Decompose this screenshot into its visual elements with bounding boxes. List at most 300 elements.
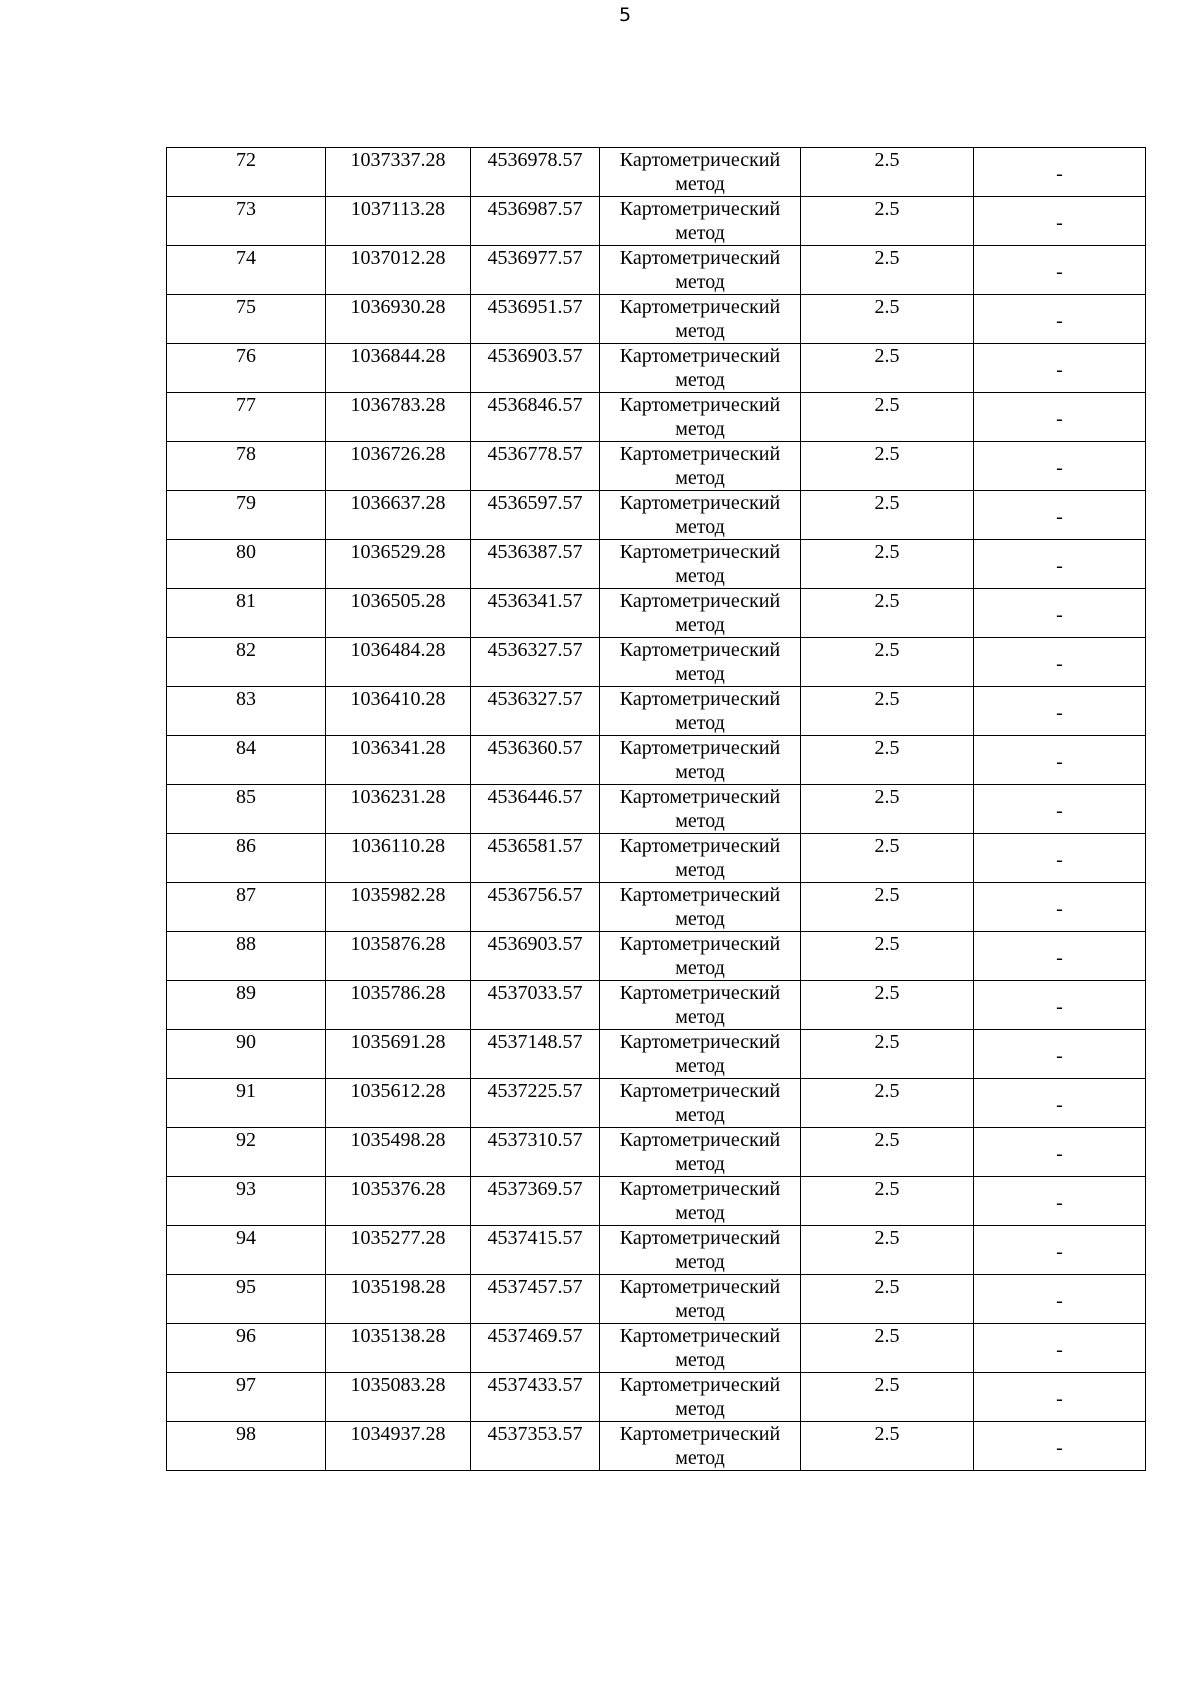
x-coordinate: 1036930.28: [350, 296, 446, 318]
y-coordinate-cell: [471, 491, 600, 540]
point-number-cell: [167, 246, 326, 295]
table-row: [167, 148, 1146, 197]
accuracy-value: 2.5: [874, 198, 900, 220]
point-number: 90: [236, 1031, 256, 1053]
description-value: -: [1056, 702, 1063, 724]
method-line1: Картометрический: [619, 1080, 781, 1102]
description-value: -: [1056, 849, 1063, 871]
description-cell: [974, 736, 1146, 785]
accuracy-value: 2.5: [874, 345, 900, 367]
method-line2: метод: [675, 712, 725, 734]
x-coordinate-cell: [326, 638, 471, 687]
y-coordinate-cell: [471, 148, 600, 197]
x-coordinate-cell: [326, 1079, 471, 1128]
accuracy-value: 2.5: [874, 786, 900, 808]
description-value: -: [1056, 1388, 1063, 1410]
accuracy-cell: [801, 540, 974, 589]
method-line1: Картометрический: [619, 1276, 781, 1298]
method-line1: Картометрический: [619, 688, 781, 710]
table-row: [167, 1177, 1146, 1226]
point-number-cell: [167, 687, 326, 736]
accuracy-value: 2.5: [874, 1423, 900, 1445]
x-coordinate: 1034937.28: [350, 1423, 446, 1445]
table-row: [167, 785, 1146, 834]
y-coordinate-cell: [471, 1030, 600, 1079]
accuracy-cell: [801, 246, 974, 295]
description-value: -: [1056, 261, 1063, 283]
point-number: 76: [236, 345, 256, 367]
method-line2: метод: [675, 810, 725, 832]
point-number: 79: [236, 492, 256, 514]
point-number: 84: [236, 737, 256, 759]
point-number: 74: [236, 247, 256, 269]
method-line2: метод: [675, 418, 725, 440]
description-cell: [974, 148, 1146, 197]
point-number: 91: [236, 1080, 256, 1102]
y-coordinate: 4536846.57: [487, 394, 583, 416]
table-row: [167, 442, 1146, 491]
x-coordinate-cell: [326, 295, 471, 344]
accuracy-value: 2.5: [874, 933, 900, 955]
method-line2: метод: [675, 614, 725, 636]
point-number: 80: [236, 541, 256, 563]
table-row: [167, 1030, 1146, 1079]
method-line2: метод: [675, 1398, 725, 1420]
method-cell: [600, 393, 801, 442]
method-cell: [600, 736, 801, 785]
point-number: 95: [236, 1276, 256, 1298]
accuracy-cell: [801, 148, 974, 197]
accuracy-value: 2.5: [874, 1031, 900, 1053]
point-number-cell: [167, 197, 326, 246]
y-coordinate-cell: [471, 1226, 600, 1275]
method-line2: метод: [675, 1251, 725, 1273]
description-cell: [974, 1226, 1146, 1275]
accuracy-cell: [801, 1177, 974, 1226]
y-coordinate: 4536581.57: [487, 835, 583, 857]
accuracy-value: 2.5: [874, 835, 900, 857]
page-number: 5: [618, 4, 632, 26]
method-line1: Картометрический: [619, 737, 781, 759]
x-coordinate: 1035083.28: [350, 1374, 446, 1396]
point-number: 94: [236, 1227, 256, 1249]
y-coordinate-cell: [471, 1324, 600, 1373]
x-coordinate: 1035277.28: [350, 1227, 446, 1249]
table-row: [167, 246, 1146, 295]
point-number: 85: [236, 786, 256, 808]
description-value: -: [1056, 1339, 1063, 1361]
point-number-cell: [167, 1079, 326, 1128]
table-row: [167, 736, 1146, 785]
point-number: 78: [236, 443, 256, 465]
point-number-cell: [167, 1422, 326, 1471]
method-line2: метод: [675, 467, 725, 489]
method-line1: Картометрический: [619, 345, 781, 367]
table-row: [167, 1275, 1146, 1324]
x-coordinate: 1036637.28: [350, 492, 446, 514]
y-coordinate-cell: [471, 687, 600, 736]
point-number-cell: [167, 785, 326, 834]
method-line2: метод: [675, 1300, 725, 1322]
y-coordinate: 4536597.57: [487, 492, 583, 514]
point-number-cell: [167, 1177, 326, 1226]
description-value: -: [1056, 506, 1063, 528]
method-line1: Картометрический: [619, 149, 781, 171]
point-number: 81: [236, 590, 256, 612]
x-coordinate: 1036341.28: [350, 737, 446, 759]
method-line1: Картометрический: [619, 786, 781, 808]
point-number-cell: [167, 736, 326, 785]
method-cell: [600, 1324, 801, 1373]
method-line2: метод: [675, 320, 725, 342]
table-row: [167, 197, 1146, 246]
accuracy-cell: [801, 1324, 974, 1373]
table-row: [167, 393, 1146, 442]
description-cell: [974, 1030, 1146, 1079]
x-coordinate: 1036726.28: [350, 443, 446, 465]
accuracy-cell: [801, 197, 974, 246]
method-line1: Картометрический: [619, 541, 781, 563]
accuracy-cell: [801, 295, 974, 344]
method-line2: метод: [675, 222, 725, 244]
accuracy-cell: [801, 442, 974, 491]
description-cell: [974, 687, 1146, 736]
point-number: 87: [236, 884, 256, 906]
point-number: 86: [236, 835, 256, 857]
description-cell: [974, 638, 1146, 687]
point-number-cell: [167, 295, 326, 344]
y-coordinate-cell: [471, 344, 600, 393]
y-coordinate-cell: [471, 883, 600, 932]
table-row: [167, 491, 1146, 540]
x-coordinate: 1036110.28: [350, 835, 446, 857]
y-coordinate-cell: [471, 1373, 600, 1422]
table-row: [167, 344, 1146, 393]
method-line1: Картометрический: [619, 1423, 781, 1445]
method-cell: [600, 246, 801, 295]
point-number-cell: [167, 1226, 326, 1275]
method-cell: [600, 638, 801, 687]
point-number: 92: [236, 1129, 256, 1151]
point-number: 77: [236, 394, 256, 416]
x-coordinate-cell: [326, 932, 471, 981]
accuracy-value: 2.5: [874, 1178, 900, 1200]
description-cell: [974, 344, 1146, 393]
method-line2: метод: [675, 369, 725, 391]
coordinates-table: [166, 147, 1146, 1471]
point-number-cell: [167, 491, 326, 540]
description-value: -: [1056, 1094, 1063, 1116]
table-row: [167, 1373, 1146, 1422]
accuracy-value: 2.5: [874, 590, 900, 612]
description-value: -: [1056, 1241, 1063, 1263]
description-cell: [974, 1177, 1146, 1226]
x-coordinate-cell: [326, 246, 471, 295]
method-line1: Картометрический: [619, 1227, 781, 1249]
y-coordinate: 4537469.57: [487, 1325, 583, 1347]
method-line2: метод: [675, 173, 725, 195]
y-coordinate: 4537457.57: [487, 1276, 583, 1298]
point-number: 72: [236, 149, 256, 171]
point-number-cell: [167, 638, 326, 687]
description-cell: [974, 883, 1146, 932]
table-row: [167, 589, 1146, 638]
description-value: -: [1056, 1192, 1063, 1214]
accuracy-value: 2.5: [874, 639, 900, 661]
accuracy-value: 2.5: [874, 541, 900, 563]
y-coordinate: 4536951.57: [487, 296, 583, 318]
point-number: 93: [236, 1178, 256, 1200]
accuracy-cell: [801, 883, 974, 932]
y-coordinate-cell: [471, 540, 600, 589]
point-number-cell: [167, 1030, 326, 1079]
method-line2: метод: [675, 1447, 725, 1469]
description-value: -: [1056, 1290, 1063, 1312]
description-cell: [974, 1128, 1146, 1177]
point-number-cell: [167, 981, 326, 1030]
accuracy-cell: [801, 491, 974, 540]
description-value: -: [1056, 653, 1063, 675]
point-number-cell: [167, 1275, 326, 1324]
description-cell: [974, 491, 1146, 540]
x-coordinate: 1035691.28: [350, 1031, 446, 1053]
y-coordinate: 4536903.57: [487, 933, 583, 955]
method-line2: метод: [675, 565, 725, 587]
y-coordinate-cell: [471, 1275, 600, 1324]
y-coordinate: 4536341.57: [487, 590, 583, 612]
method-cell: [600, 442, 801, 491]
y-coordinate-cell: [471, 393, 600, 442]
x-coordinate: 1035498.28: [350, 1129, 446, 1151]
description-cell: [974, 197, 1146, 246]
y-coordinate-cell: [471, 981, 600, 1030]
point-number: 97: [236, 1374, 256, 1396]
method-cell: [600, 589, 801, 638]
description-value: -: [1056, 947, 1063, 969]
point-number: 75: [236, 296, 256, 318]
method-line1: Картометрический: [619, 492, 781, 514]
accuracy-value: 2.5: [874, 296, 900, 318]
y-coordinate: 4536446.57: [487, 786, 583, 808]
accuracy-value: 2.5: [874, 492, 900, 514]
description-value: -: [1056, 163, 1063, 185]
accuracy-cell: [801, 932, 974, 981]
method-cell: [600, 197, 801, 246]
x-coordinate-cell: [326, 1177, 471, 1226]
point-number: 83: [236, 688, 256, 710]
description-cell: [974, 834, 1146, 883]
description-value: -: [1056, 996, 1063, 1018]
accuracy-value: 2.5: [874, 247, 900, 269]
x-coordinate-cell: [326, 1422, 471, 1471]
point-number: 88: [236, 933, 256, 955]
method-cell: [600, 148, 801, 197]
method-line1: Картометрический: [619, 982, 781, 1004]
x-coordinate-cell: [326, 540, 471, 589]
accuracy-value: 2.5: [874, 884, 900, 906]
description-value: -: [1056, 359, 1063, 381]
x-coordinate-cell: [326, 1275, 471, 1324]
method-line2: метод: [675, 1349, 725, 1371]
y-coordinate: 4537415.57: [487, 1227, 583, 1249]
accuracy-cell: [801, 1128, 974, 1177]
x-coordinate: 1036231.28: [350, 786, 446, 808]
accuracy-value: 2.5: [874, 1227, 900, 1249]
description-cell: [974, 246, 1146, 295]
point-number-cell: [167, 344, 326, 393]
method-line1: Картометрический: [619, 1178, 781, 1200]
point-number-cell: [167, 932, 326, 981]
x-coordinate: 1036484.28: [350, 639, 446, 661]
method-cell: [600, 295, 801, 344]
method-line1: Картометрический: [619, 198, 781, 220]
method-cell: [600, 785, 801, 834]
point-number-cell: [167, 883, 326, 932]
point-number-cell: [167, 1128, 326, 1177]
x-coordinate-cell: [326, 393, 471, 442]
x-coordinate: 1037337.28: [350, 149, 446, 171]
accuracy-value: 2.5: [874, 1129, 900, 1151]
y-coordinate-cell: [471, 1079, 600, 1128]
x-coordinate-cell: [326, 344, 471, 393]
description-cell: [974, 442, 1146, 491]
accuracy-value: 2.5: [874, 737, 900, 759]
point-number-cell: [167, 540, 326, 589]
x-coordinate-cell: [326, 197, 471, 246]
method-line2: метод: [675, 1153, 725, 1175]
x-coordinate-cell: [326, 785, 471, 834]
description-value: -: [1056, 1045, 1063, 1067]
y-coordinate-cell: [471, 932, 600, 981]
point-number-cell: [167, 148, 326, 197]
description-value: -: [1056, 212, 1063, 234]
method-line2: метод: [675, 859, 725, 881]
method-cell: [600, 1177, 801, 1226]
accuracy-cell: [801, 1226, 974, 1275]
description-cell: [974, 589, 1146, 638]
y-coordinate: 4536387.57: [487, 541, 583, 563]
x-coordinate: 1035786.28: [350, 982, 446, 1004]
description-value: -: [1056, 555, 1063, 577]
accuracy-value: 2.5: [874, 1325, 900, 1347]
x-coordinate: 1036410.28: [350, 688, 446, 710]
x-coordinate: 1036529.28: [350, 541, 446, 563]
x-coordinate-cell: [326, 687, 471, 736]
x-coordinate: 1035876.28: [350, 933, 446, 955]
accuracy-cell: [801, 1422, 974, 1471]
point-number: 73: [236, 198, 256, 220]
x-coordinate-cell: [326, 589, 471, 638]
description-value: -: [1056, 457, 1063, 479]
x-coordinate: 1035376.28: [350, 1178, 446, 1200]
x-coordinate: 1035198.28: [350, 1276, 446, 1298]
y-coordinate: 4537225.57: [487, 1080, 583, 1102]
x-coordinate: 1037012.28: [350, 247, 446, 269]
y-coordinate: 4536327.57: [487, 688, 583, 710]
y-coordinate-cell: [471, 736, 600, 785]
accuracy-value: 2.5: [874, 1080, 900, 1102]
table-row: [167, 1079, 1146, 1128]
y-coordinate: 4536327.57: [487, 639, 583, 661]
y-coordinate: 4537433.57: [487, 1374, 583, 1396]
accuracy-cell: [801, 1373, 974, 1422]
x-coordinate-cell: [326, 1324, 471, 1373]
accuracy-value: 2.5: [874, 982, 900, 1004]
table-row: [167, 1324, 1146, 1373]
x-coordinate-cell: [326, 834, 471, 883]
point-number: 89: [236, 982, 256, 1004]
description-cell: [974, 1324, 1146, 1373]
accuracy-cell: [801, 344, 974, 393]
y-coordinate-cell: [471, 295, 600, 344]
y-coordinate: 4536903.57: [487, 345, 583, 367]
accuracy-cell: [801, 834, 974, 883]
method-line1: Картометрический: [619, 1129, 781, 1151]
method-line2: метод: [675, 1104, 725, 1126]
description-value: -: [1056, 898, 1063, 920]
accuracy-value: 2.5: [874, 1276, 900, 1298]
accuracy-cell: [801, 1030, 974, 1079]
accuracy-cell: [801, 638, 974, 687]
method-line2: метод: [675, 1055, 725, 1077]
x-coordinate: 1037113.28: [350, 198, 446, 220]
table-row: [167, 638, 1146, 687]
y-coordinate: 4537033.57: [487, 982, 583, 1004]
method-line1: Картометрический: [619, 1325, 781, 1347]
method-line1: Картометрический: [619, 296, 781, 318]
accuracy-value: 2.5: [874, 149, 900, 171]
table-row: [167, 1422, 1146, 1471]
description-cell: [974, 540, 1146, 589]
method-line1: Картометрический: [619, 639, 781, 661]
x-coordinate-cell: [326, 442, 471, 491]
y-coordinate: 4537148.57: [487, 1031, 583, 1053]
x-coordinate: 1036844.28: [350, 345, 446, 367]
y-coordinate: 4536360.57: [487, 737, 583, 759]
method-cell: [600, 1422, 801, 1471]
method-cell: [600, 1373, 801, 1422]
accuracy-cell: [801, 687, 974, 736]
x-coordinate-cell: [326, 148, 471, 197]
accuracy-cell: [801, 589, 974, 638]
x-coordinate-cell: [326, 1226, 471, 1275]
table-row: [167, 687, 1146, 736]
description-cell: [974, 1079, 1146, 1128]
point-number-cell: [167, 1324, 326, 1373]
description-value: -: [1056, 800, 1063, 822]
y-coordinate: 4536756.57: [487, 884, 583, 906]
method-cell: [600, 883, 801, 932]
x-coordinate: 1035982.28: [350, 884, 446, 906]
x-coordinate: 1036505.28: [350, 590, 446, 612]
y-coordinate-cell: [471, 589, 600, 638]
method-line1: Картометрический: [619, 394, 781, 416]
table-row: [167, 1226, 1146, 1275]
point-number: 82: [236, 639, 256, 661]
description-cell: [974, 1373, 1146, 1422]
y-coordinate-cell: [471, 1177, 600, 1226]
accuracy-cell: [801, 736, 974, 785]
method-line1: Картометрический: [619, 443, 781, 465]
table-row: [167, 540, 1146, 589]
accuracy-cell: [801, 981, 974, 1030]
description-value: -: [1056, 1143, 1063, 1165]
method-cell: [600, 491, 801, 540]
description-cell: [974, 981, 1146, 1030]
method-cell: [600, 1275, 801, 1324]
x-coordinate-cell: [326, 1373, 471, 1422]
y-coordinate: 4537369.57: [487, 1178, 583, 1200]
